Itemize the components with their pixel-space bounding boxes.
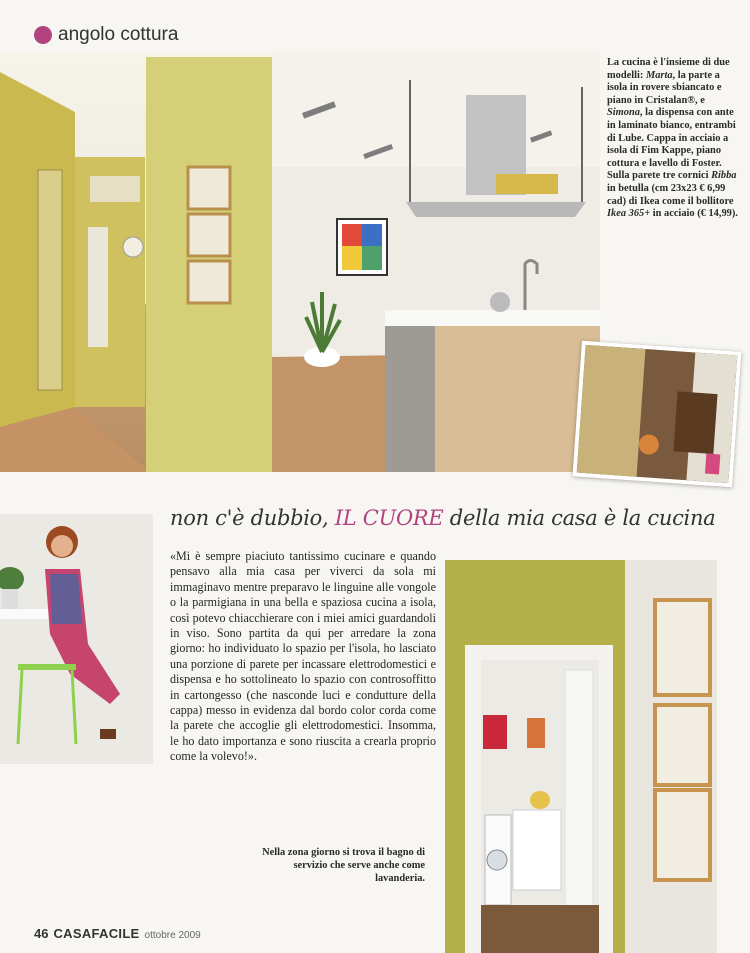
bathroom-caption: Nella zona giorno si trova il bagno di servizio che serve anche come lavanderia. (262, 847, 425, 884)
article-body: «Mi è sempre piaciuto tantissimo cucinare e quando pensavo alla mia casa per viverci da sola mi immaginavo mentre preparavo le linguine alle vongole o la parmigiana in una bella e spaziosa cucina a isola, così potevo chiacchierare con i miei amici guardandoli in viso. Sono partita da qui per arredare la zona giorno: ho individuato lo spazio per l'isola, ho lasciato una porzione di parete per incassare elettrodomestici e dispensa e ho sottolineato lo spazio con controsoffitto in cartongesso (che nasconde luci e condutture della cappa) messo in evidenza dal bordo color corda come la parete che accoglie gli elettrodomestici. Insomma, le ho dato importanza e sono riuscita a crearla proprio come la volevo!». (170, 549, 436, 764)
caption-segment: Marta (645, 69, 673, 81)
headline-part-2: della mia casa è la cucina (443, 506, 716, 530)
headline-accent: IL CUORE (334, 506, 444, 530)
kitchen-caption (607, 57, 742, 221)
page-number: 46 (34, 926, 49, 941)
section-bullet-icon (34, 26, 52, 44)
headline-part-1: non c'è dubbio, (170, 506, 335, 530)
article-headline (170, 506, 715, 530)
caption-segment: , la dispensa con ante in laminato bianco, entrambi di Lube. Cappa in acciaio a isola di Fim Kappe, piano cottura e lavello di Foster. Sulla parete tre cornici (607, 107, 736, 182)
kitchen-photo (0, 52, 600, 472)
caption-segment: Ikea 365+ (607, 208, 651, 220)
inset-illustration (577, 345, 738, 483)
magazine-name: CASAFACILE (53, 926, 140, 941)
caption-segment: Ribba (711, 170, 737, 182)
issue-date: ottobre 2009 (144, 930, 201, 941)
caption-segment: , la parte a isola in rovere sbiancato e piano in Cristalan®, e (607, 69, 722, 106)
portrait-photo (0, 514, 153, 764)
kitchen-illustration (0, 52, 600, 472)
portrait-illustration (0, 514, 153, 764)
caption-segment: La cucina è l'insieme di due modelli: (607, 57, 730, 81)
section-title: angolo cottura (58, 24, 179, 45)
page-footer (34, 926, 201, 941)
bathroom-illustration (445, 560, 717, 953)
bathroom-photo (445, 560, 717, 953)
inset-photo (572, 341, 741, 488)
section-header (34, 24, 178, 46)
caption-segment: in acciaio (€ 14,99). (650, 208, 738, 220)
caption-segment: Simona (607, 107, 640, 119)
caption-segment: in betulla (cm 23x23 € 6,99 cad) di Ikea come il bollitore (607, 182, 734, 207)
